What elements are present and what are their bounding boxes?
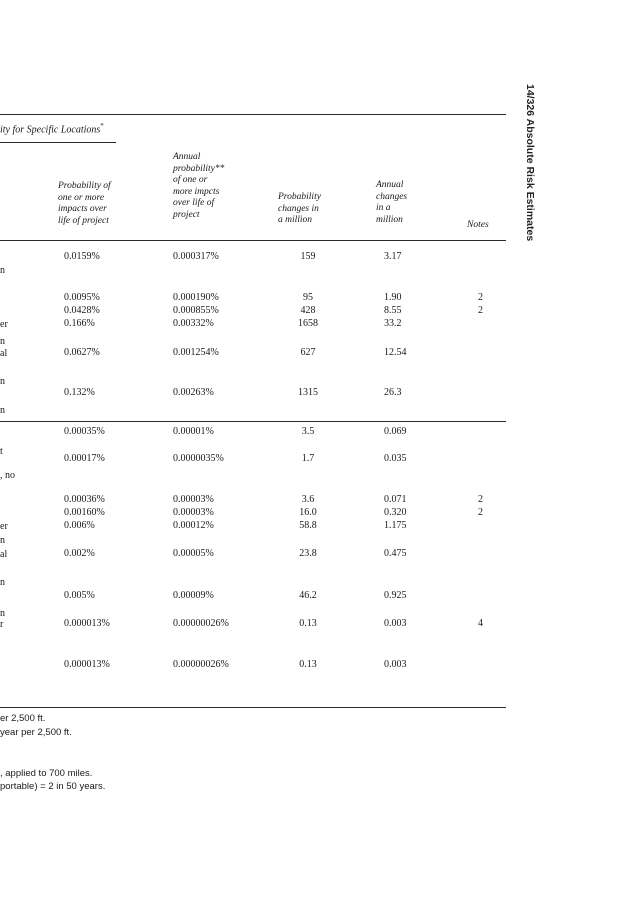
cell-probability-life: 0.166%: [64, 318, 95, 329]
cell-annual-probability: 0.000855%: [173, 305, 219, 316]
cell-annual-probability: 0.00001%: [173, 426, 214, 437]
cell-annual-per-million: 26.3: [384, 387, 402, 398]
cell-note: 2: [478, 494, 483, 505]
cell-per-million: 627: [300, 347, 316, 358]
cell-annual-probability: 0.00332%: [173, 318, 214, 329]
cell-annual-per-million: 1.175: [384, 520, 407, 531]
row-label-fragment: r: [0, 619, 4, 630]
header-notes: Notes: [467, 220, 489, 230]
cell-annual-probability: 0.00263%: [173, 387, 214, 398]
row-label-fragment: al: [0, 549, 8, 560]
title-underline: [0, 142, 116, 143]
header-annual-changes: Annual changes in a million: [376, 180, 408, 225]
cell-probability-life: 0.00160%: [64, 507, 105, 518]
cell-probability-life: 0.002%: [64, 548, 95, 559]
cell-note: 4: [478, 618, 483, 629]
cell-probability-life: 0.0627%: [64, 347, 100, 358]
cell-note: 2: [478, 305, 483, 316]
cell-probability-life: 0.006%: [64, 520, 95, 531]
cell-per-million: 159: [300, 251, 316, 262]
row-label-fragment: n: [0, 577, 5, 588]
cell-annual-probability: 0.00005%: [173, 548, 214, 559]
cell-annual-per-million: 0.320: [384, 507, 407, 518]
cell-probability-life: 0.0428%: [64, 305, 100, 316]
cell-probability-life: 0.000013%: [64, 618, 110, 629]
row-label-fragment: , no: [0, 470, 15, 481]
cell-probability-life: 0.00035%: [64, 426, 105, 437]
cell-annual-probability: 0.00009%: [173, 590, 214, 601]
cell-per-million: 95: [303, 292, 313, 303]
cell-note: 2: [478, 507, 483, 518]
row-label-fragment: er: [0, 521, 8, 532]
row-label-fragment: n: [0, 336, 5, 347]
cell-annual-per-million: 0.475: [384, 548, 407, 559]
row-label-fragment: er: [0, 319, 8, 330]
cell-annual-probability: 0.0000035%: [173, 453, 224, 464]
cell-per-million: 23.8: [299, 548, 317, 559]
cell-annual-per-million: 8.55: [384, 305, 402, 316]
row-label-fragment: n: [0, 405, 5, 416]
footnote: year per 2,500 ft.: [0, 727, 72, 738]
row-label-fragment: al: [0, 348, 8, 359]
footnote: , applied to 700 miles.: [0, 768, 93, 779]
cell-annual-per-million: 33.2: [384, 318, 402, 329]
cell-note: 2: [478, 292, 483, 303]
row-label-fragment: n: [0, 535, 5, 546]
bottom-rule: [0, 707, 506, 708]
cell-per-million: 16.0: [299, 507, 317, 518]
cell-per-million: 46.2: [299, 590, 317, 601]
cell-annual-probability: 0.00003%: [173, 507, 214, 518]
cell-per-million: 0.13: [299, 618, 317, 629]
cell-per-million: 58.8: [299, 520, 317, 531]
cell-annual-probability: 0.000190%: [173, 292, 219, 303]
row-label-fragment: n: [0, 376, 5, 387]
cell-per-million: 3.6: [301, 494, 315, 505]
cell-per-million: 1.7: [301, 453, 315, 464]
header-probability-changes: Probability changes in a million: [278, 192, 321, 225]
cell-per-million: 3.5: [301, 426, 315, 437]
row-label-fragment: n: [0, 608, 5, 619]
cell-annual-per-million: 3.17: [384, 251, 402, 262]
table-title: ity for Specific Locations*: [0, 122, 104, 136]
section-rule: [0, 421, 506, 422]
cell-probability-life: 0.005%: [64, 590, 95, 601]
cell-annual-per-million: 0.035: [384, 453, 407, 464]
cell-probability-life: 0.00036%: [64, 494, 105, 505]
row-label-fragment: n: [0, 265, 5, 276]
header-annual-probability: Annual probability** of one or more impcts over life of project: [173, 152, 225, 220]
cell-probability-life: 0.00017%: [64, 453, 105, 464]
cell-annual-per-million: 0.003: [384, 659, 407, 670]
cell-annual-probability: 0.00003%: [173, 494, 214, 505]
cell-annual-probability: 0.000317%: [173, 251, 219, 262]
cell-per-million: 1658: [298, 318, 318, 329]
cell-probability-life: 0.132%: [64, 387, 95, 398]
footnote: er 2,500 ft.: [0, 713, 46, 724]
cell-annual-per-million: 0.925: [384, 590, 407, 601]
cell-per-million: 0.13: [299, 659, 317, 670]
cell-probability-life: 0.000013%: [64, 659, 110, 670]
cell-per-million: 1315: [298, 387, 318, 398]
running-header: 14/326 Absolute Risk Estimates: [524, 84, 536, 242]
cell-annual-per-million: 0.069: [384, 426, 407, 437]
cell-annual-probability: 0.00012%: [173, 520, 214, 531]
cell-probability-life: 0.0159%: [64, 251, 100, 262]
footnote: portable) = 2 in 50 years.: [0, 781, 106, 792]
row-label-fragment: t: [0, 446, 3, 457]
cell-annual-per-million: 12.54: [384, 347, 407, 358]
cell-annual-probability: 0.001254%: [173, 347, 219, 358]
cell-per-million: 428: [300, 305, 316, 316]
header-probability-life: Probability of one or more impacts over life of project: [58, 181, 111, 226]
header-rule: [0, 240, 506, 241]
cell-annual-probability: 0.00000026%: [173, 618, 229, 629]
cell-annual-probability: 0.00000026%: [173, 659, 229, 670]
cell-annual-per-million: 0.071: [384, 494, 407, 505]
cell-annual-per-million: 1.90: [384, 292, 402, 303]
cell-annual-per-million: 0.003: [384, 618, 407, 629]
top-rule: [0, 114, 506, 115]
cell-probability-life: 0.0095%: [64, 292, 100, 303]
